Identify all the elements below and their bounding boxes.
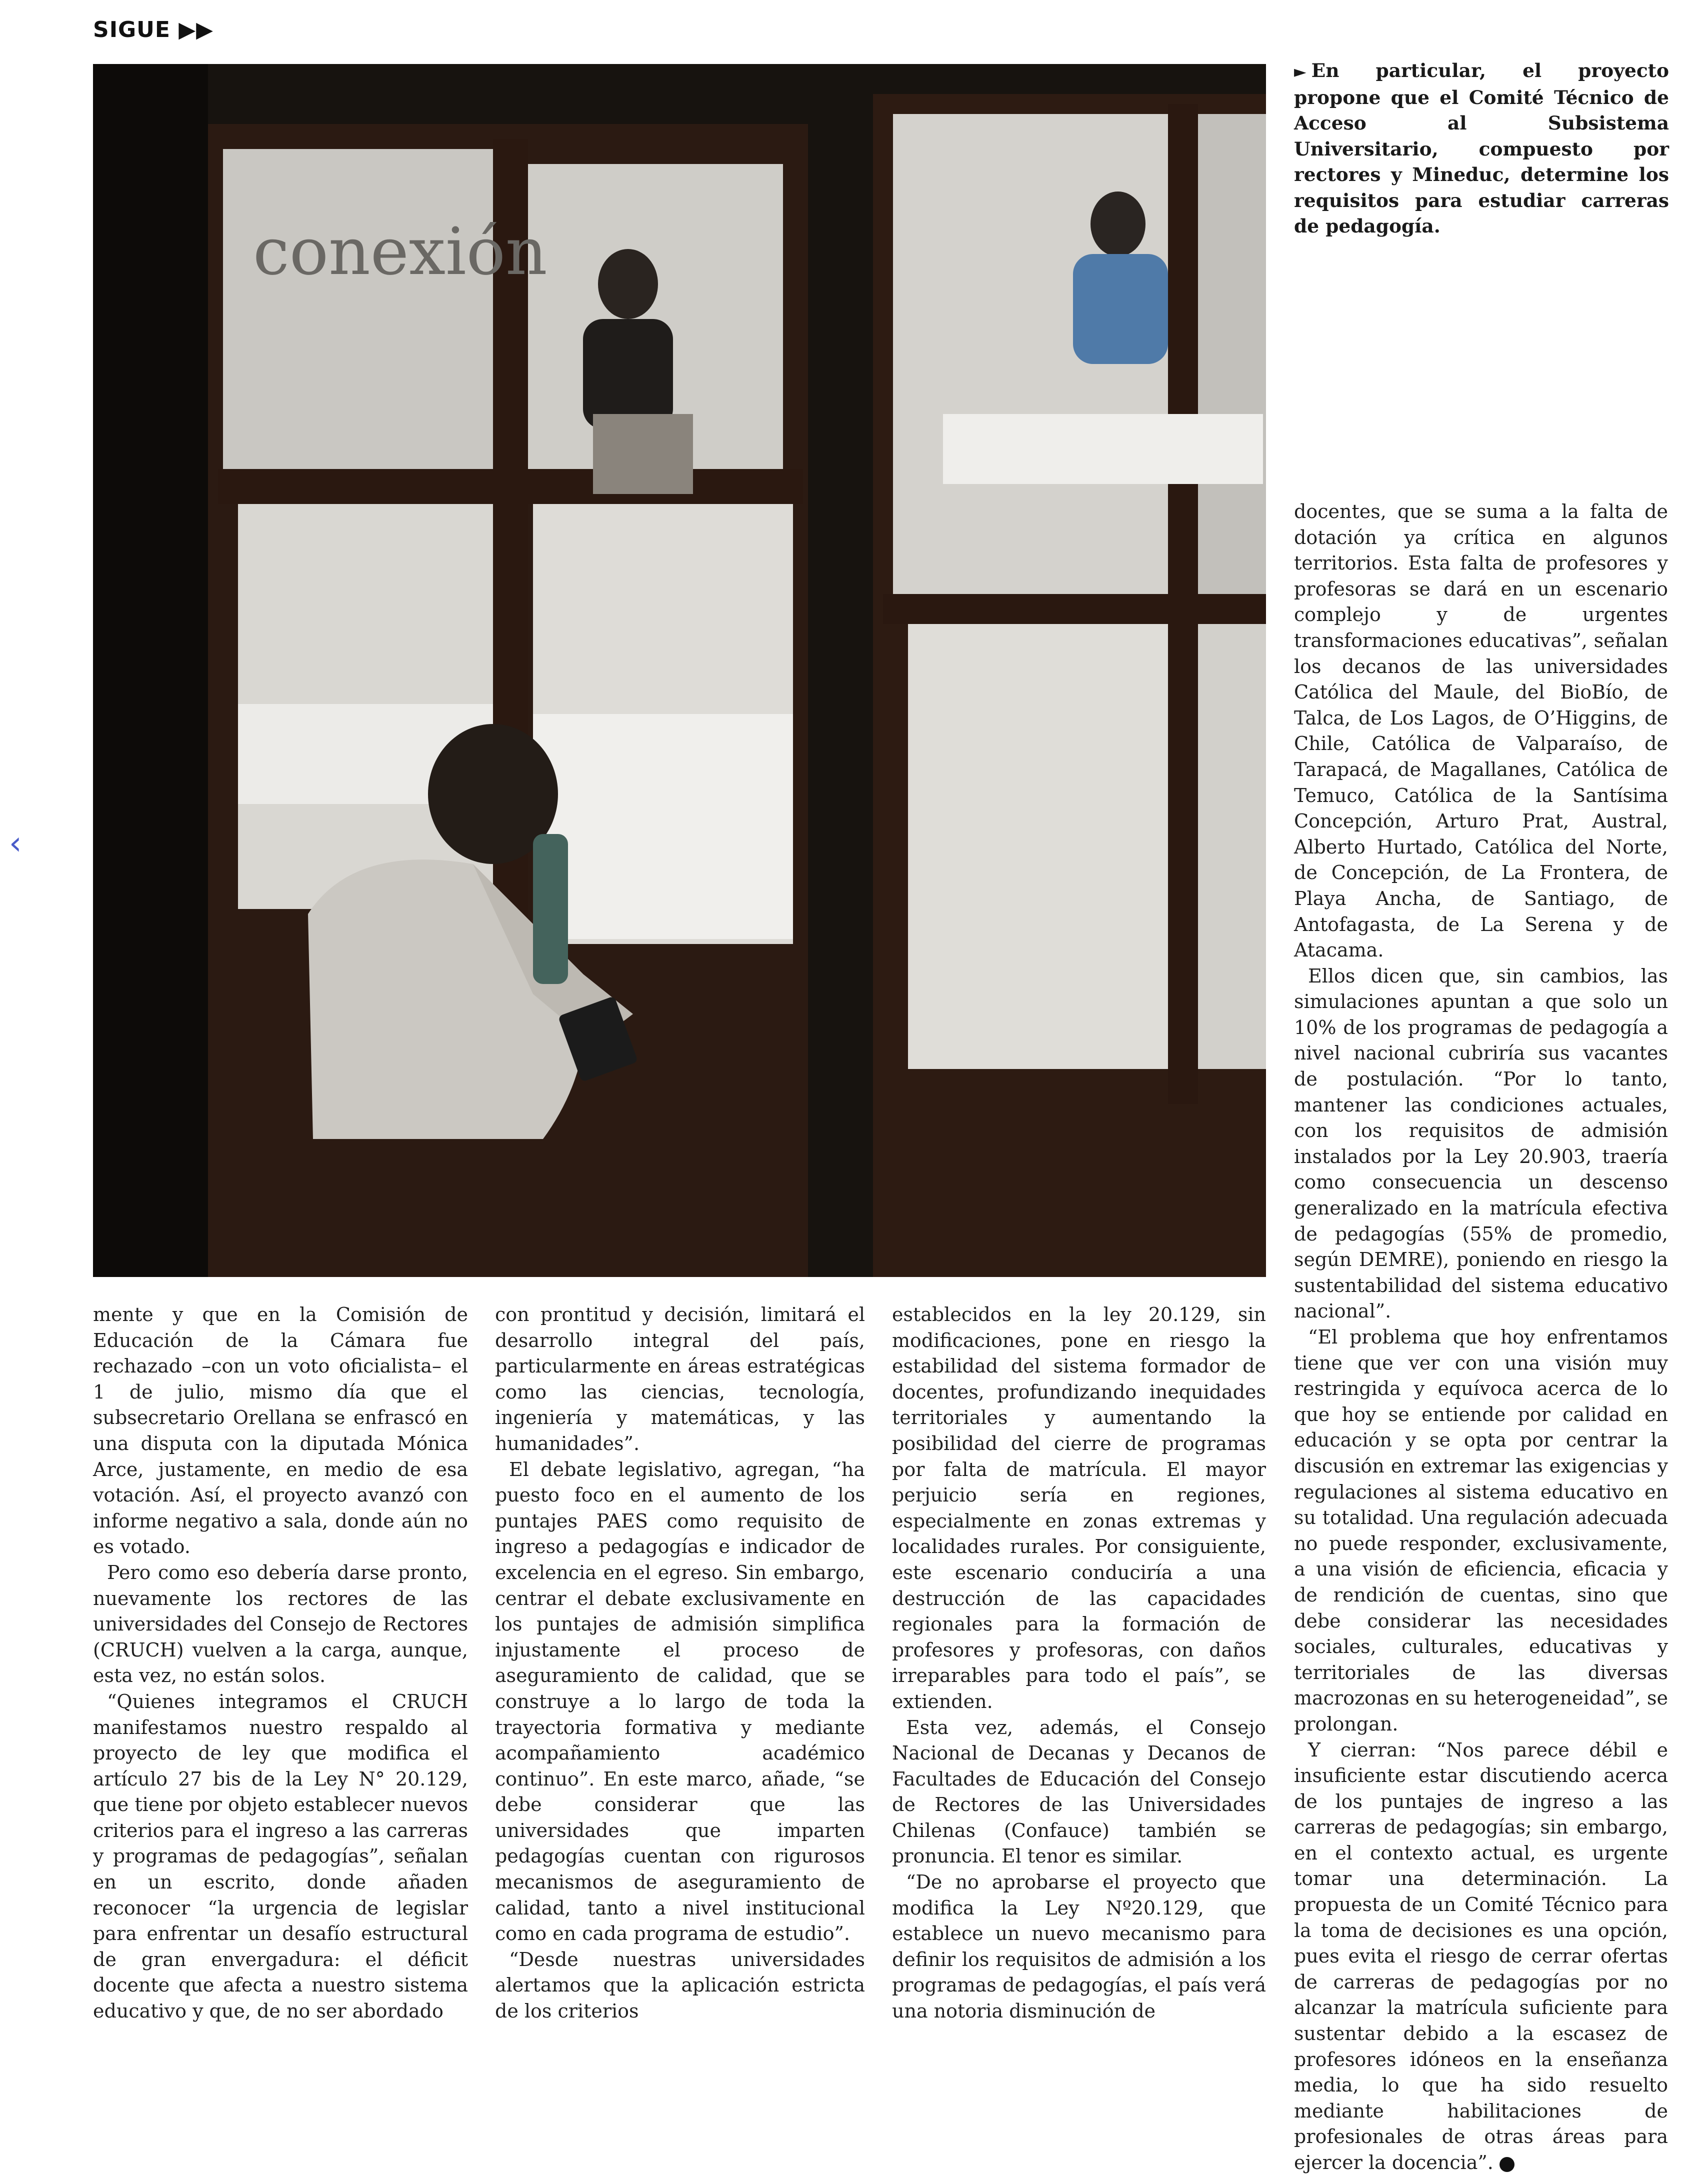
- previous-page-arrow-icon[interactable]: ‹: [9, 825, 22, 862]
- paragraph: “El problema que hoy enfrentamos tiene que ver con una visión muy restringida y equívoca acerca de lo que hoy se entiende por calidad en educación y se opta por centrar la discusión en extremar las exigencias y regulaciones al sistema educativo en su totalidad. Una regulación adecuada no puede responder, exclusivamente, a una visión de eficiencia, eficacia y de rendición de cuentas, sino que debe considerar las necesidades sociales, culturales, educativas y territoriales de las diversas macrozonas en su heterogeneidad”, se prolongan.: [1294, 1326, 1668, 1735]
- paragraph: “Quienes integramos el CRUCH manifestamos nuestro respaldo al proyecto de ley que modifica el artículo 27 bis de la Ley N° 20.129, que tiene por objeto establecer nuevos criterios para el ingreso a las carreras y programas de pedagogías”, señalan en un escrito, donde añaden reconocer “la urgencia de legislar para enfrentar un desafío estructural de gran envergadura: el déficit docente que afecta a nuestro sistema educativo y que, de no ser abordado: [93, 1690, 468, 2022]
- paragraph: Pero como eso debería darse pronto, nuevamente los rectores de las universidades del Consejo de Rectores (CRUCH) vuelven a la carga, aunque, esta vez, no están solos.: [93, 1561, 468, 1687]
- article-column-2: [495, 1302, 865, 2024]
- section-header-sigue: SIGUE ▶▶: [93, 17, 214, 42]
- article-column-4: [1294, 499, 1668, 2176]
- paragraph: “Desde nuestras universidades alertamos que la aplicación estricta de los criterios: [495, 1948, 865, 2022]
- end-of-article-icon: [1500, 2157, 1514, 2172]
- caption-text: En particular, el proyecto propone que el Comité Técnico de Acceso al Subsistema Universitario, compuesto por rectores y Mineduc, determine los requisitos para estudiar carreras de pedagogía.: [1294, 60, 1669, 237]
- paragraph: establecidos en la ley 20.129, sin modificaciones, pone en riesgo la estabilidad del sistema formador de docentes, profundizando inequidades territoriales y aumentando la posibilidad del cierre de programas por falta de matrícula. El mayor perjuicio sería en regiones, especialmente en zonas extremas y localidades rurales. Por consiguiente, este escenario conduciría a una destrucción de las capacidades regionales para la formación de profesores y profesoras, con daños irreparables para todo el país”, se extienden.: [892, 1304, 1266, 1712]
- paragraph: docentes, que se suma a la falta de dotación ya crítica en algunos territorios. Esta falta de profesores y profesoras se dará en un escenario complejo y de urgentes transformaciones educativas”, señalan los decanos de las universidades Católica del Maule, del BioBío, de Talca, de Los Lagos, de O’Higgins, de Chile, Católica de Valparaíso, de Tarapacá, de Magallanes, Católica de Temuco, Católica de la Santísima Concepción, Arturo Prat, Austral, Alberto Hurtado, Católica del Norte, de Concepción, de La Frontera, de Playa Ancha, de Santiago, de Antofagasta, de La Serena y de Atacama.: [1294, 500, 1668, 962]
- photo-illustration: [93, 64, 1266, 1277]
- paragraph: “De no aprobarse el proyecto que modifica la Ley Nº20.129, que establece un nuevo mecanismo para definir los requisitos de admisión a los programas de pedagogías, el país verá una notoria disminución de: [892, 1871, 1266, 2022]
- paragraph: con prontitud y decisión, limitará el desarrollo integral del país, particularmente en áreas estratégicas como las ciencias, tecnología, ingeniería y matemáticas, y las humanidades”.: [495, 1304, 865, 1454]
- paragraph: [1294, 1738, 1668, 2176]
- paragraph: mente y que en la Comisión de Educación de la Cámara fue rechazado –con un voto oficialista– el 1 de julio, mismo día que el subsecretario Orellana se enfrascó en una disputa con la diputada Mónica Arce, justamente, en medio de esa votación. Así, el proyecto avanzó con informe negativo a sala, donde aún no es votado.: [93, 1304, 468, 1558]
- paragraph: El debate legislativo, agregan, “ha puesto foco en el aumento de los puntajes PAES como requisito de ingreso a pedagogías e indicador de excelencia en el egreso. Sin embargo, centrar el debate exclusivamente en los puntajes de admisión simplifica injustamente el proceso de aseguramiento de calidad, que se construye a lo largo de toda la trayectoria formativa y mediante acompañamiento académico continuo”. En este marco, añade, “se debe considerar que las universidades que imparten pedagogías cuentan con rigurosos mecanismos de aseguramiento de calidad, tanto a nivel institucional como en cada programa de estudio”.: [495, 1458, 865, 1945]
- photo-caption: [1294, 58, 1669, 240]
- article-column-1: [93, 1302, 468, 2024]
- article-column-3: [892, 1302, 1266, 2024]
- closing-text: Y cierran: “Nos parece débil e insuficiente estar discutiendo acerca de los puntajes de ingreso a las carreras de pedagogías; sin embargo, en el contexto actual, es urgente tomar una determinación. La propuesta de un Comité Técnico para la toma de decisiones es una opción, pues evita el riesgo de cerrar ofertas de carreras de pedagogías por no alcanzar la matrícula suficiente para sustentar debido a la escasez de profesores idóneos en la enseñanza media, lo que ha sido resuelto mediante habilitaciones de profesionales de otras áreas para ejercer la docencia”.: [1294, 1738, 1668, 2174]
- paragraph: Esta vez, además, el Consejo Nacional de Decanas y Decanos de Facultades de Educación del Consejo de Rectores de las Universidades Chilenas (Confauce) también se pronuncia. El tenor es similar.: [892, 1716, 1266, 1868]
- paragraph: Ellos dicen que, sin cambios, las simulaciones apuntan a que solo un 10% de los programas de pedagogía a nivel nacional cubriría sus vacantes de postulación. “Por lo tanto, mantener las condiciones actuales, con los requisitos de admisión instalados por la Ley 20.903, traería como consecuencia un descenso generalizado en la matrícula efectiva de pedagogías (55% de promedio, según DEMRE), poniendo en riesgo la sustentabilidad del sistema educativo nacional”.: [1294, 964, 1668, 1322]
- caption-bullet-icon: ►: [1294, 62, 1306, 81]
- window-wall-text: conexión: [253, 214, 548, 290]
- article-photo: [93, 64, 1266, 1277]
